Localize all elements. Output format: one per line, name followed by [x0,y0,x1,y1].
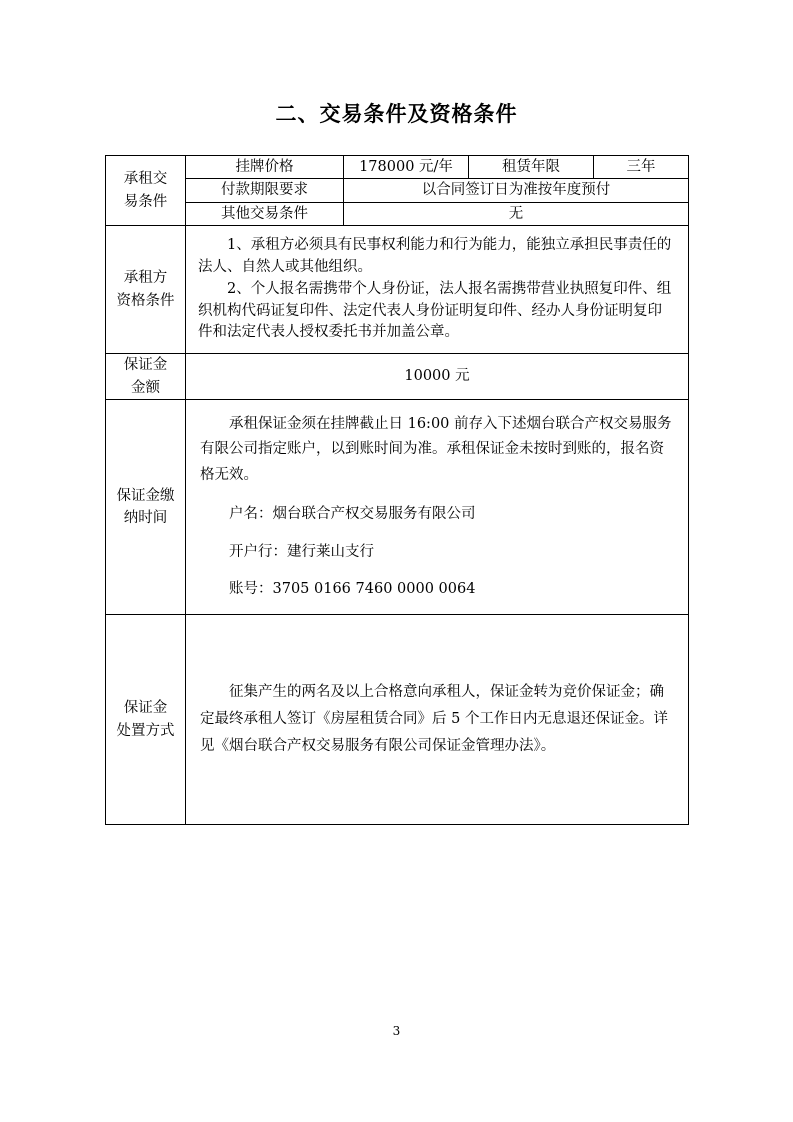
cell-lease-term-label: 租赁年限 [469,156,594,179]
cell-qualification-content [186,226,689,354]
row-label-qualification [106,226,186,354]
page-title: 二、交易条件及资格条件 [275,101,518,126]
row-label-line1: 保证金 [123,357,168,374]
page-number: 3 [392,1024,401,1038]
deposit-account-name: 户名：烟台联合产权交易服务有限公司 [229,506,476,523]
cell-payment-term-label: 付款期限要求 [186,179,344,202]
cell-listing-price-value: 178000 元/年 [344,156,469,179]
deposit-bank: 开户行：建行莱山支行 [229,543,374,560]
table-row [106,179,689,202]
row-label-deposit-amount [106,354,186,400]
row-label-line2: 易条件 [123,193,168,210]
row-label-trade-conditions [106,156,186,226]
row-label-line1: 保证金缴 [116,487,175,504]
cell-payment-term-value: 以合同签订日为准按年度预付 [344,179,689,202]
row-label-line1: 保证金 [123,700,168,717]
row-label-line1: 承租交 [123,171,168,188]
row-label-line2: 处置方式 [116,722,175,739]
table-row [106,615,689,824]
table-row [106,202,689,225]
table-row [106,226,689,354]
cell-listing-price-label: 挂牌价格 [186,156,344,179]
cell-other-conditions-label: 其他交易条件 [186,202,344,225]
deposit-account-number: 账号：3705 0166 7460 0000 0064 [229,580,476,597]
table-row [106,400,689,615]
qualification-paragraph-1: 1、承租方必须具有民事权利能力和行为能力，能独立承担民事责任的法人、自然人或其他组织。 [198,237,672,276]
table-row [106,354,689,400]
deposit-time-intro: 承租保证金须在挂牌截止日 16:00 前存入下述烟台联合产权交易服务有限公司指定账户，以到账时间为准。承租保证金未按时到账的，报名资格无效。 [200,416,672,483]
cell-deposit-amount-value: 10000 元 [186,354,689,400]
cell-deposit-time-content [186,400,689,615]
conditions-table [105,155,689,825]
row-label-line2: 金额 [131,379,160,396]
row-label-deposit-handling [106,615,186,824]
row-label-line2: 纳时间 [123,510,168,527]
table-row [106,156,689,179]
cell-deposit-handling-content [186,615,689,824]
cell-other-conditions-value: 无 [344,202,689,225]
row-label-line1: 承租方 [123,270,168,287]
row-label-deposit-time [106,400,186,615]
row-label-line2: 资格条件 [116,292,175,309]
qualification-paragraph-2: 2、个人报名需携带个人身份证，法人报名需携带营业执照复印件、组织机构代码证复印件、法定代表人身份证明复印件、经办人身份证明复印件和法定代表人授权委托书并加盖公章。 [198,280,672,341]
deposit-handling-text: 征集产生的两名及以上合格意向承租人，保证金转为竞价保证金；确定最终承租人签订《房屋租赁合同》后 5 个工作日内无息退还保证金。详见《烟台联合产权交易服务有限公司保证金管理办法》。 [200,684,668,754]
cell-lease-term-value: 三年 [594,156,689,179]
